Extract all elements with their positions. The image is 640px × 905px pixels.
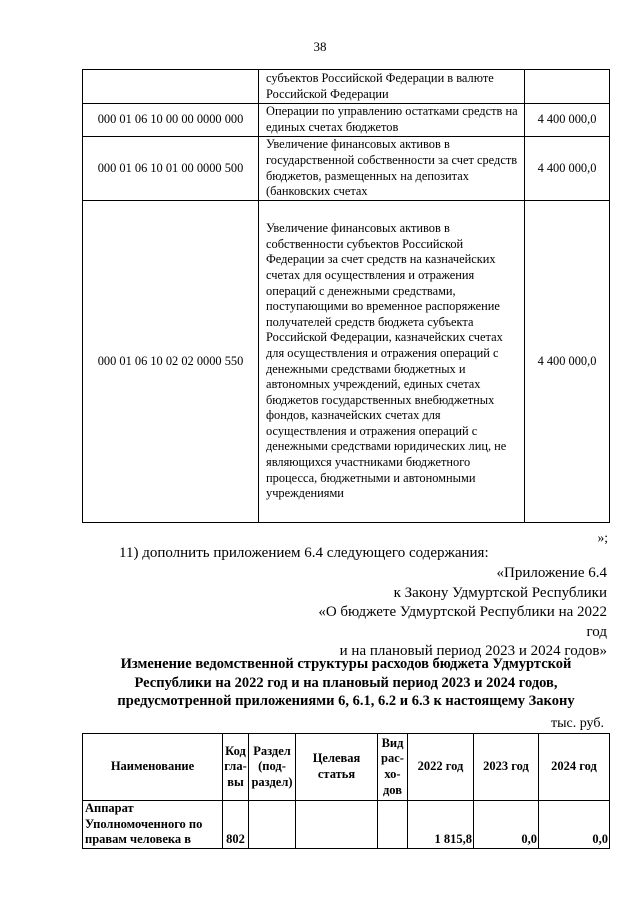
amendment-instruction: 11) дополнить приложением 6.4 следующего содержания: — [119, 545, 489, 561]
description-cell: Операции по управлению остатками средств на единых счетах бюджетов — [259, 104, 525, 137]
annex-line: «Приложение 6.4 — [496, 565, 607, 581]
header-target: Целевая статья — [296, 734, 378, 801]
description-cell: субъектов Российской Федерации в валюте Российской Федерации — [259, 70, 525, 104]
section-cell — [249, 801, 296, 849]
table-row — [83, 70, 610, 104]
value-2024-cell: 0,0 — [539, 801, 610, 849]
header-name: Наименование — [83, 734, 223, 801]
document-title: Изменение ведомственной структуры расходов бюджета Удмуртской Республики на 2022 год и на плановый период 2023 и 2024 годов, предусмотренной приложениями 6, 6.1, 6.2 и 6.3 к настоящему Закону — [117, 656, 575, 710]
header-code: Код гла-вы — [223, 734, 249, 801]
amount-cell — [525, 70, 610, 104]
annex-line: к Закону Удмуртской Республики — [393, 584, 607, 601]
code-cell: 000 01 06 10 00 00 0000 000 — [83, 104, 259, 137]
value-2023-cell: 0,0 — [474, 801, 539, 849]
header-2024: 2024 год — [539, 734, 610, 801]
header-type: Вид рас-хо-дов — [378, 734, 408, 801]
header-2022: 2022 год — [408, 734, 474, 801]
units-label: тыс. руб. — [551, 716, 604, 731]
page-number: 38 — [313, 39, 327, 54]
table-row — [83, 104, 610, 137]
header-section: Раздел (под-раздел) — [249, 734, 296, 801]
expenditure-table — [82, 733, 610, 849]
annex-line: и на плановый период 2023 и 2024 годов» — [339, 643, 607, 660]
code-cell: 802 — [223, 801, 249, 849]
code-cell — [83, 70, 259, 104]
amount-cell: 4 400 000,0 — [525, 201, 610, 523]
value-2022-cell: 1 815,8 — [408, 801, 474, 849]
name-cell: Аппарат Уполномоченного по правам человека в — [83, 801, 223, 849]
closing-quote: »; — [597, 530, 608, 545]
target-cell — [296, 801, 378, 849]
amount-cell: 4 400 000,0 — [525, 104, 610, 137]
annex-line: «О бюджете Удмуртской Республики на 2022 год — [318, 604, 607, 640]
description-cell: Увеличение финансовых активов в собственности субъектов Российской Федерации за счет средств на казначейских счетах для осуществления и отражения операций с денежными средствами, поступающими во временное распоряжение получателей средств бюджета субъекта Российской Федерации, казначейских счетах для осуществления и отражения операций с денежными средствами бюджетных и автономных учреждений, единых счетах бюджетов государственных внебюджетных фондов, казначейских счетах для осуществления и отражения операций с денежными средствами юридических лиц, не являющихся участниками бюджетного процесса, бюджетными и автономными учреждениями — [259, 201, 525, 523]
amount-cell: 4 400 000,0 — [525, 137, 610, 201]
code-cell: 000 01 06 10 01 00 0000 500 — [83, 137, 259, 201]
header-2023: 2023 год — [474, 734, 539, 801]
annex-reference — [300, 564, 607, 662]
table-header-row — [83, 734, 610, 801]
table-row — [83, 801, 610, 849]
table-row — [83, 201, 610, 523]
sources-table — [82, 69, 610, 523]
description-cell: Увеличение финансовых активов в государственной собственности за счет средств бюджетов, размещенных на депозитах (банковских счетах — [259, 137, 525, 201]
type-cell — [378, 801, 408, 849]
code-cell: 000 01 06 10 02 02 0000 550 — [83, 201, 259, 523]
table-row — [83, 137, 610, 201]
